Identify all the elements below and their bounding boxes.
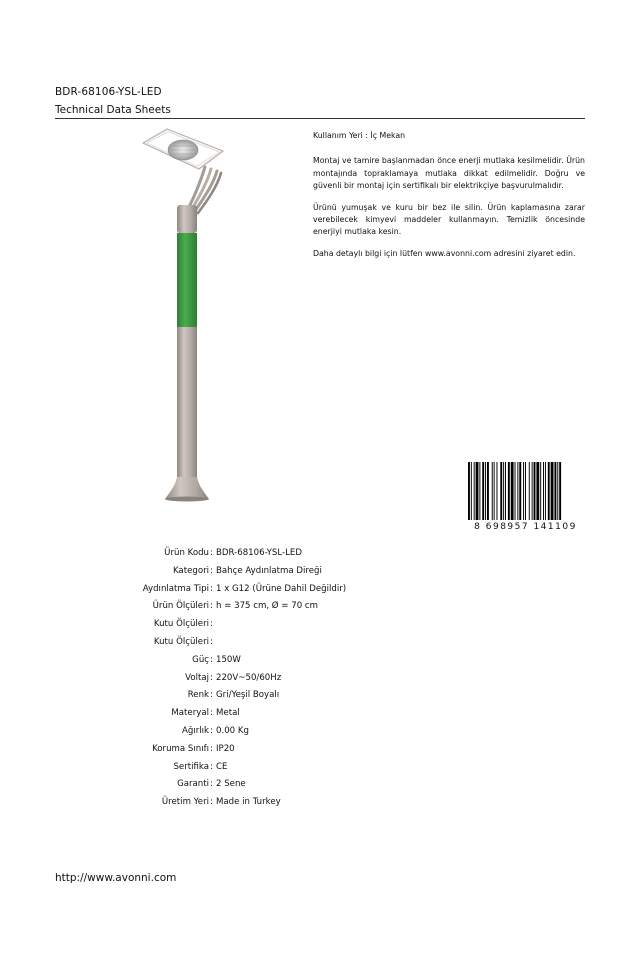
spec-label: Ürün Ölçüleri (152, 601, 209, 612)
more-info-paragraph: Daha detaylı bilgi için lütfen www.avonni.com adresini ziyaret edin. (313, 249, 576, 259)
spec-value: 0.00 Kg (216, 726, 249, 736)
spec-row (0, 633, 640, 651)
spec-separator: : (210, 726, 213, 736)
spec-label: Garanti (177, 779, 209, 790)
spec-separator: : (210, 690, 213, 701)
spec-value: 2 Sene (216, 779, 246, 790)
spec-value: BDR-68106-YSL-LED (216, 548, 302, 558)
spec-row (0, 669, 640, 687)
spec-row (0, 704, 640, 722)
spec-label: Kutu Ölçüleri (153, 619, 209, 630)
spec-row (0, 758, 640, 776)
spec-value: h = 375 cm, Ø = 70 cm (216, 601, 318, 612)
spec-separator: : (210, 565, 213, 576)
spec-separator: : (210, 619, 213, 630)
spec-row (0, 597, 640, 615)
spec-separator: : (210, 761, 213, 772)
spec-value: 150W (216, 654, 241, 665)
spec-value: Bahçe Aydınlatma Direği (216, 565, 322, 576)
spec-separator: : (210, 601, 213, 612)
spec-label: Voltaj (185, 672, 209, 683)
spec-separator: : (210, 672, 213, 683)
spec-value: IP20 (216, 743, 235, 754)
footer-url[interactable]: http://www.avonni.com (55, 872, 177, 884)
spec-separator: : (210, 779, 213, 790)
spec-row (0, 793, 640, 811)
info-text (313, 130, 585, 270)
spec-value: Made in Turkey (216, 797, 281, 808)
spec-row (0, 775, 640, 793)
spec-value: 220V~50/60Hz (216, 672, 282, 683)
spec-label: Sertifika (173, 761, 209, 772)
spec-row (0, 740, 640, 758)
usage-location: Kullanım Yeri : İç Mekan (313, 131, 406, 140)
spec-row (0, 615, 640, 633)
safety-paragraph: Montaj ve tamire başlanmadan önce enerji mutlaka kesilmelidir. Ürün montajında topraklamaya mutlaka dikkat edilmelidir. Doğru ve güvenli bir montaj için sertifikalı bir elektrikçiye başvurulmalıdır. (313, 156, 585, 190)
spec-separator: : (210, 797, 213, 808)
spec-separator: : (210, 637, 213, 647)
title-divider (55, 118, 585, 119)
spec-row (0, 722, 640, 740)
spec-row (0, 580, 640, 598)
barcode-digits: 8 698957 141109 (466, 520, 585, 534)
pole-base (165, 477, 209, 499)
spec-value: Metal (216, 708, 240, 719)
spec-label: Ağırlık (181, 726, 209, 736)
document-title: BDR-68106-YSL-LED (55, 86, 162, 98)
spec-label: Kutu Ölçüleri (153, 637, 209, 647)
product-image (135, 125, 255, 510)
spec-label: Materyal (171, 708, 209, 719)
spec-label: Renk (187, 690, 209, 701)
spec-value: CE (216, 761, 228, 772)
spec-label: Aydınlatma Tipi (142, 583, 209, 594)
spec-separator: : (210, 548, 213, 558)
spec-label: Üretim Yeri (161, 797, 209, 808)
spec-separator: : (210, 743, 213, 754)
spec-row (0, 651, 640, 669)
spec-row (0, 686, 640, 704)
spec-separator: : (210, 708, 213, 719)
spec-separator: : (210, 583, 213, 594)
spec-label: Güç (192, 654, 209, 665)
spec-value: 1 x G12 (Ürüne Dahil Değildir) (216, 583, 347, 594)
spec-separator: : (210, 654, 213, 665)
spec-label: Kategori (172, 565, 209, 576)
spec-label: Koruma Sınıfı (152, 743, 209, 754)
document-subtitle: Technical Data Sheets (55, 104, 171, 116)
cleaning-paragraph: Ürünü yumuşak ve kuru bir bez ile silin. Ürün kaplamasına zarar verebilecek kimyevi maddeler kullanmayın. Temizlik öncesinde enerjiyi mutlaka kesin. (313, 202, 585, 237)
spec-value: Gri/Yeşil Boyalı (216, 690, 280, 701)
spec-row (0, 562, 640, 580)
spec-row (0, 544, 640, 562)
green-band (177, 233, 197, 327)
spec-label: Ürün Kodu (164, 548, 209, 558)
